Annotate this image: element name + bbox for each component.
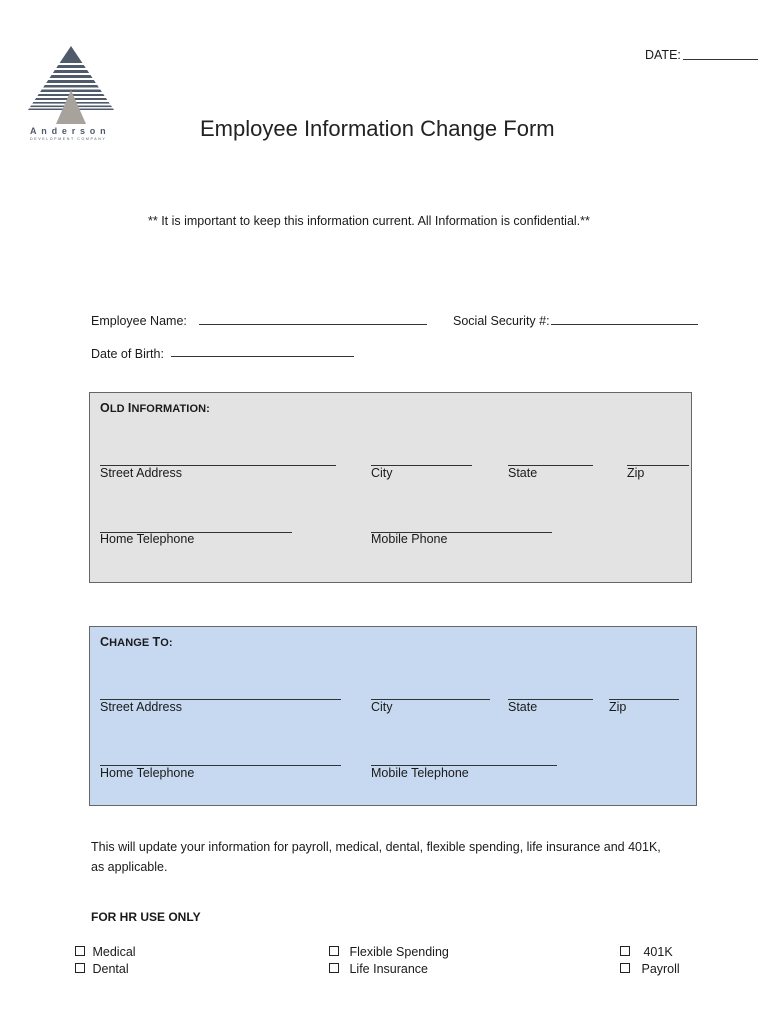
company-logo bbox=[26, 46, 118, 142]
employee-name-label: Employee Name: bbox=[91, 314, 187, 328]
confidential-notice: ** It is important to keep this information current. All Information is confidential.** bbox=[148, 214, 590, 228]
date-field[interactable] bbox=[683, 59, 758, 60]
dob-label: Date of Birth: bbox=[91, 347, 164, 361]
update-note-line1: This will update your information for payroll, medical, dental, flexible spending, life insurance and 401K, bbox=[91, 840, 661, 854]
change-to-heading: CHANGE TO: bbox=[100, 635, 173, 649]
logo-subtitle: DEVELOPMENT COMPANY bbox=[30, 137, 107, 141]
checkbox-square-icon[interactable] bbox=[329, 963, 339, 973]
new-mobile-label: Mobile Telephone bbox=[371, 766, 469, 780]
checkbox-flexible-spending[interactable] bbox=[329, 945, 449, 959]
old-information-heading: OLD INFORMATION: bbox=[100, 401, 210, 415]
checkbox-payroll-label: Payroll bbox=[641, 962, 680, 976]
checkbox-dental[interactable] bbox=[75, 962, 129, 976]
checkbox-401k-label: 401K bbox=[643, 945, 673, 959]
date-label: DATE: bbox=[645, 48, 681, 62]
checkbox-payroll[interactable] bbox=[620, 962, 680, 976]
ssn-label: Social Security #: bbox=[453, 314, 550, 328]
old-state-label: State bbox=[508, 466, 538, 480]
checkbox-medical-label: Medical bbox=[92, 945, 136, 959]
dob-field[interactable] bbox=[171, 356, 354, 357]
hr-use-heading: FOR HR USE ONLY bbox=[91, 910, 201, 924]
change-to-box bbox=[89, 626, 697, 806]
new-home-phone-label: Home Telephone bbox=[100, 766, 195, 780]
checkbox-square-icon[interactable] bbox=[75, 963, 85, 973]
checkbox-square-icon[interactable] bbox=[620, 946, 630, 956]
new-street-label: Street Address bbox=[100, 700, 182, 714]
old-city-label: City bbox=[371, 466, 393, 480]
logo-name: Anderson bbox=[30, 126, 111, 136]
new-zip-label: Zip bbox=[609, 700, 627, 714]
new-state-label: State bbox=[508, 700, 538, 714]
checkbox-life-insurance[interactable] bbox=[329, 962, 428, 976]
ssn-field[interactable] bbox=[551, 324, 698, 325]
checkbox-life-insurance-label: Life Insurance bbox=[349, 962, 429, 976]
checkbox-dental-label: Dental bbox=[92, 962, 129, 976]
page-title: Employee Information Change Form bbox=[200, 116, 555, 141]
checkbox-square-icon[interactable] bbox=[329, 946, 339, 956]
old-information-box bbox=[89, 392, 692, 583]
old-street-label: Street Address bbox=[100, 466, 182, 480]
checkbox-401k[interactable] bbox=[620, 945, 673, 959]
old-mobile-label: Mobile Phone bbox=[371, 532, 448, 546]
checkbox-square-icon[interactable] bbox=[620, 963, 630, 973]
employee-name-field[interactable] bbox=[199, 324, 427, 325]
update-note-line2: as applicable. bbox=[91, 860, 168, 874]
old-home-phone-label: Home Telephone bbox=[100, 532, 195, 546]
new-city-label: City bbox=[371, 700, 393, 714]
checkbox-square-icon[interactable] bbox=[75, 946, 85, 956]
old-zip-label: Zip bbox=[627, 466, 645, 480]
checkbox-flexible-spending-label: Flexible Spending bbox=[349, 945, 449, 959]
pyramid-logo-icon bbox=[26, 46, 118, 126]
checkbox-medical[interactable] bbox=[75, 945, 136, 959]
